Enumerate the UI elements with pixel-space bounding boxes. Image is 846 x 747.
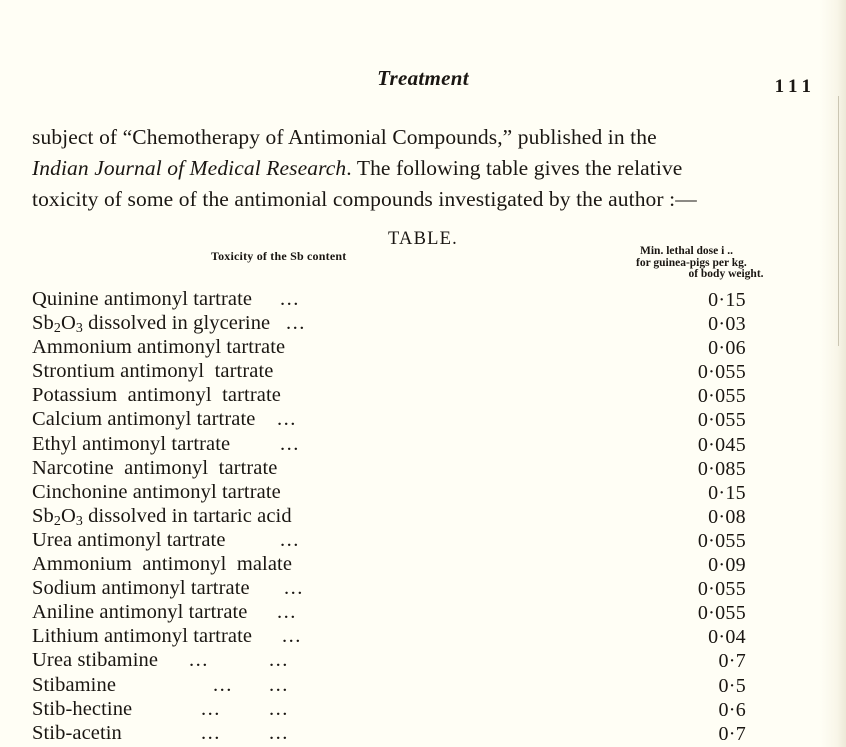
table-row — [32, 336, 818, 360]
compound-name: Urea stibamine — [32, 649, 159, 672]
paragraph-line — [32, 122, 818, 153]
dot-leader: ... — [277, 408, 297, 431]
running-head — [0, 66, 846, 100]
table-row — [32, 553, 818, 577]
dot-leader: ... — [280, 432, 300, 455]
paragraph-run: toxicity of some of the antimonial compounds investigated by the author :— — [32, 187, 697, 211]
dot-leader: ... — [286, 312, 306, 335]
table-row — [32, 433, 818, 457]
lethal-dose-value: 0·7 — [718, 650, 746, 673]
dot-leader: ... — [282, 625, 302, 648]
page-number: 111 — [774, 76, 816, 97]
table-row — [32, 288, 818, 312]
table-row — [32, 505, 818, 529]
lethal-dose-value: 0·045 — [697, 433, 746, 456]
compound-name: Calcium antimonyl tartrate — [32, 408, 256, 431]
dot-leader: ... — [213, 673, 233, 696]
lethal-dose-value: 0·055 — [697, 385, 746, 408]
column-header-right-line1: Min. lethal dose i .. — [640, 245, 733, 257]
paragraph-run: subject of “Chemotherapy of Antimonial Compounds,” published in the — [32, 125, 657, 149]
table-row — [32, 529, 818, 553]
lethal-dose-value: 0·06 — [708, 337, 746, 360]
dot-leader: ... — [280, 528, 300, 551]
dot-leader: ... — [280, 288, 300, 310]
compound-name: Potassium antimonyl tartrate — [32, 384, 281, 407]
toxicity-table — [32, 288, 818, 746]
compound-name: Stib-acetin — [32, 721, 122, 744]
lethal-dose-value: 0·085 — [697, 457, 746, 480]
compound-name: Urea antimonyl tartrate — [32, 528, 226, 551]
compound-name: Ammonium antimonyl malate — [32, 553, 293, 576]
page-title: Treatment — [377, 66, 469, 90]
column-header-right — [636, 246, 826, 281]
journal-title-italic: Indian Journal of Medical Research — [32, 156, 347, 180]
compound-name: $Sb_2O_3$ dissolved in glycerine — [32, 312, 271, 337]
table-row — [32, 722, 818, 746]
lethal-dose-value: 0·6 — [718, 698, 746, 721]
compound-name: $Sb_2O_3$ dissolved in tartaric acid — [32, 504, 292, 529]
compound-name: Stibamine — [32, 673, 117, 696]
dot-leader: ... — [201, 721, 221, 744]
compound-name: Stib-hectine — [32, 697, 133, 720]
lethal-dose-value: 0·055 — [697, 529, 746, 552]
lethal-dose-value: 0·055 — [697, 602, 746, 625]
compound-name: Strontium antimonyl tartrate — [32, 360, 274, 383]
table-row — [32, 408, 818, 432]
dot-leader-secondary: ... — [269, 721, 289, 744]
body-paragraph — [32, 122, 818, 215]
lethal-dose-value: 0·04 — [708, 626, 746, 649]
table-row — [32, 698, 818, 722]
table-row — [32, 649, 818, 673]
dot-leader-secondary: ... — [269, 649, 289, 672]
lethal-dose-value: 0·03 — [708, 313, 746, 336]
lethal-dose-value: 0·7 — [718, 722, 746, 745]
table-row — [32, 481, 818, 505]
paragraph-line — [32, 184, 818, 215]
compound-name: Ammonium antimonyl tartrate — [32, 336, 286, 359]
dot-leader-secondary: ... — [269, 673, 289, 696]
table-row — [32, 601, 818, 625]
paragraph-run: . The following table gives the relative — [346, 156, 683, 180]
compound-name: Aniline antimonyl tartrate — [32, 601, 248, 624]
lethal-dose-value: 0·09 — [708, 554, 746, 577]
table-row — [32, 360, 818, 384]
compound-name: Lithium antimonyl tartrate — [32, 625, 253, 648]
compound-name: Ethyl antimonyl tartrate — [32, 432, 231, 455]
dot-leader: ... — [189, 649, 209, 672]
dot-leader: ... — [201, 697, 221, 720]
compound-name: Sodium antimonyl tartrate — [32, 577, 250, 600]
table-row — [32, 312, 818, 336]
paragraph-line — [32, 153, 818, 184]
lethal-dose-value: 0·055 — [697, 578, 746, 601]
column-header-right-line2: for guinea-pigs per kg. — [636, 256, 747, 269]
lethal-dose-value: 0·08 — [708, 505, 746, 528]
dot-leader: ... — [284, 577, 304, 600]
column-header-right-line3: of body weight. — [688, 268, 764, 280]
table-row — [32, 625, 818, 649]
compound-name: Quinine antimonyl tartrate — [32, 288, 253, 310]
table-caption: TABLE. — [388, 229, 458, 249]
lethal-dose-value: 0·055 — [697, 361, 746, 384]
table-row — [32, 457, 818, 481]
dot-leader-secondary: ... — [269, 697, 289, 720]
compound-name: Cinchonine antimonyl tartrate — [32, 480, 281, 503]
lethal-dose-value: 0·5 — [718, 674, 746, 697]
table-row — [32, 674, 818, 698]
table-row — [32, 384, 818, 408]
compound-name: Narcotine antimonyl tartrate — [32, 456, 278, 479]
lethal-dose-value: 0·055 — [697, 409, 746, 432]
dot-leader: ... — [277, 601, 297, 624]
table-row — [32, 577, 818, 601]
column-header-left: Toxicity of the Sb content — [211, 249, 347, 263]
lethal-dose-value: 0·15 — [708, 289, 746, 311]
lethal-dose-value: 0·15 — [708, 481, 746, 504]
